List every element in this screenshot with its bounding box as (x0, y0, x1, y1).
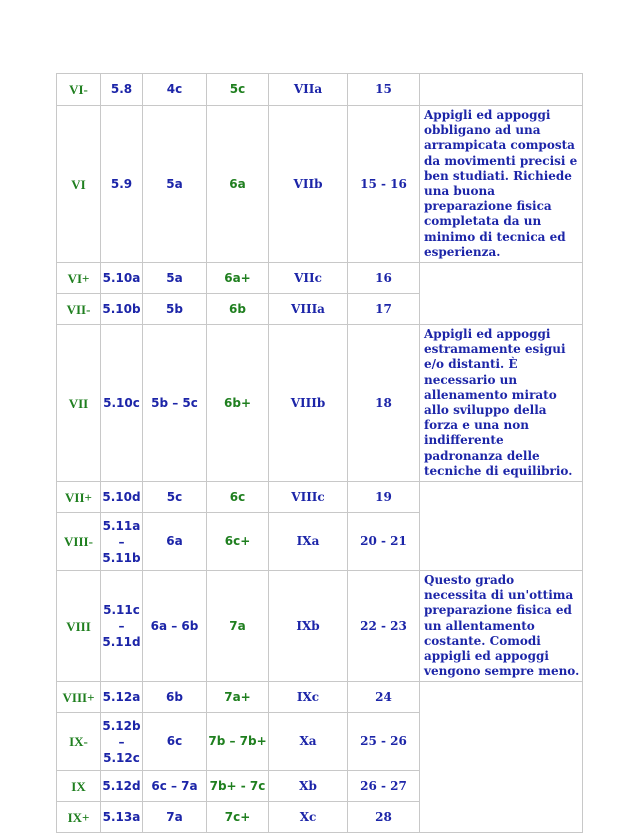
grade-cell-a: 5b (143, 294, 207, 325)
table-row (57, 571, 583, 682)
yds-range-start: 5.11c (103, 603, 140, 618)
yds-grade-cell (101, 571, 143, 682)
yds-range-end: 5.11b (102, 550, 141, 565)
grade-cell-c: VIIc (269, 263, 348, 294)
grade-cell-c: IXc (269, 682, 348, 713)
grade-description-vii: Appigli ed appoggi estramamente esigui e/o distanti. È necessario un allenamento mirato allo sviluppo della forza e una non indifferente padronanza delle tecniche di equilibrio. (420, 325, 583, 482)
grade-cell-c: VIIIa (269, 294, 348, 325)
empty-description-cell (420, 74, 583, 106)
grade-cell-b: 7a (207, 571, 269, 682)
grade-comparison-sheet (56, 73, 582, 833)
empty-description-cell (420, 263, 583, 325)
grade-cell-a: 6b (143, 682, 207, 713)
grade-cell-a: 6c – 7a (143, 771, 207, 802)
grade-cell-b: 7b – 7b+ (207, 713, 269, 771)
grade-cell-c: VIIa (269, 74, 348, 106)
grade-cell-b: 6b (207, 294, 269, 325)
table-row (57, 263, 583, 294)
grade-number-cell: 15 - 16 (348, 106, 420, 263)
yds-grade-cell: 5.9 (101, 106, 143, 263)
uiaa-grade-cell: VII+ (57, 482, 101, 513)
empty-description-cell (420, 482, 583, 571)
grade-cell-b: 7b+ - 7c (207, 771, 269, 802)
uiaa-grade-cell: VII (57, 325, 101, 482)
grade-number-cell: 15 (348, 74, 420, 106)
grade-cell-c: VIIIc (269, 482, 348, 513)
uiaa-grade-cell: IX (57, 771, 101, 802)
grade-number-cell: 17 (348, 294, 420, 325)
yds-range-start: 5.11a (102, 518, 141, 533)
grade-cell-b: 7c+ (207, 802, 269, 833)
uiaa-grade-cell: VI (57, 106, 101, 263)
grade-cell-a: 4c (143, 74, 207, 106)
uiaa-grade-cell: VII- (57, 294, 101, 325)
yds-range-end: 5.11d (102, 635, 141, 650)
yds-grade-cell: 5.10c (101, 325, 143, 482)
grade-cell-a: 5a (143, 263, 207, 294)
climbing-grade-table (56, 73, 583, 833)
yds-range-dash: – (118, 619, 125, 634)
grade-cell-b: 6b+ (207, 325, 269, 482)
grade-cell-a: 5c (143, 482, 207, 513)
table-row (57, 482, 583, 513)
table-row (57, 325, 583, 482)
grade-number-cell: 20 - 21 (348, 513, 420, 571)
table-row (57, 106, 583, 263)
yds-range-end: 5.12c (103, 750, 140, 765)
grade-description-vi: Appigli ed appoggi obbligano ad una arrampicata composta da movimenti precisi e ben studiati. Richiede una buona preparazione fisica completata da un minimo di tecnica ed esperienza. (420, 106, 583, 263)
yds-grade-cell: 5.13a (101, 802, 143, 833)
grade-cell-c: Xa (269, 713, 348, 771)
grade-cell-c: Xb (269, 771, 348, 802)
grade-cell-a: 7a (143, 802, 207, 833)
grade-cell-b: 6a+ (207, 263, 269, 294)
grade-cell-b: 6a (207, 106, 269, 263)
yds-range-start: 5.12b (102, 718, 141, 733)
uiaa-grade-cell: IX+ (57, 802, 101, 833)
uiaa-grade-cell: VI+ (57, 263, 101, 294)
yds-range-dash: – (118, 534, 125, 549)
empty-description-cell (420, 682, 583, 833)
yds-grade-cell (101, 513, 143, 571)
grade-cell-a: 5b – 5c (143, 325, 207, 482)
grade-cell-a: 6a (143, 513, 207, 571)
yds-grade-cell: 5.10a (101, 263, 143, 294)
grade-cell-b: 5c (207, 74, 269, 106)
grade-number-cell: 18 (348, 325, 420, 482)
grade-cell-a: 5a (143, 106, 207, 263)
yds-grade-cell: 5.8 (101, 74, 143, 106)
grade-description-viii: Questo grado necessita di un'ottima preparazione fisica ed un allentamento costante. Comodi appigli ed appoggi vengono sempre meno. (420, 571, 583, 682)
grade-number-cell: 16 (348, 263, 420, 294)
table-row (57, 74, 583, 106)
grade-number-cell: 25 - 26 (348, 713, 420, 771)
yds-grade-cell: 5.10b (101, 294, 143, 325)
uiaa-grade-cell: IX- (57, 713, 101, 771)
grade-cell-c: IXa (269, 513, 348, 571)
yds-grade-cell: 5.10d (101, 482, 143, 513)
uiaa-grade-cell: VIII+ (57, 682, 101, 713)
grade-number-cell: 22 - 23 (348, 571, 420, 682)
grade-cell-c: IXb (269, 571, 348, 682)
grade-cell-c: Xc (269, 802, 348, 833)
uiaa-grade-cell: VI- (57, 74, 101, 106)
grade-number-cell: 28 (348, 802, 420, 833)
grade-number-cell: 19 (348, 482, 420, 513)
yds-range-dash: – (118, 734, 125, 749)
grade-cell-b: 6c+ (207, 513, 269, 571)
grade-cell-b: 6c (207, 482, 269, 513)
grade-cell-c: VIIIb (269, 325, 348, 482)
grade-number-cell: 24 (348, 682, 420, 713)
grade-cell-b: 7a+ (207, 682, 269, 713)
grade-cell-c: VIIb (269, 106, 348, 263)
uiaa-grade-cell: VIII- (57, 513, 101, 571)
yds-grade-cell: 5.12d (101, 771, 143, 802)
uiaa-grade-cell: VIII (57, 571, 101, 682)
grade-cell-a: 6a – 6b (143, 571, 207, 682)
grade-number-cell: 26 - 27 (348, 771, 420, 802)
yds-grade-cell: 5.12a (101, 682, 143, 713)
table-row (57, 682, 583, 713)
yds-grade-cell (101, 713, 143, 771)
grade-cell-a: 6c (143, 713, 207, 771)
